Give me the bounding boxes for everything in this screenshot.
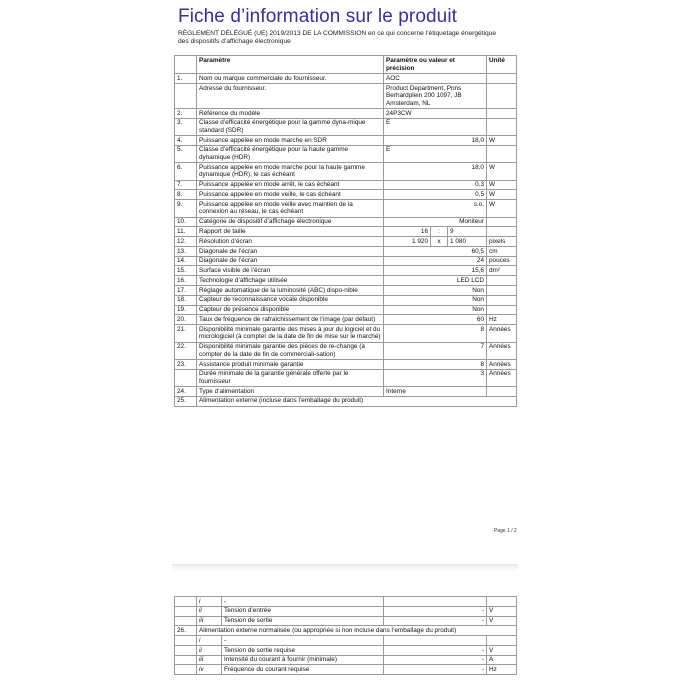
table-row <box>175 145 517 162</box>
sub-label: Tension de sortie requise <box>224 646 296 654</box>
row-parameter <box>197 606 384 616</box>
sub-row <box>197 607 383 616</box>
row-unit: V <box>487 616 517 626</box>
row-parameter: Disponibilité minimale garantie des pièces de re-change (à compter de la date de fin de commerciali-sation) <box>197 342 384 359</box>
row-number: 5. <box>175 145 197 162</box>
row-parameter: Classe d’efficacité énergétique pour la haute gamme dynamique (HDR) <box>197 145 384 162</box>
table-row <box>175 645 517 655</box>
row-parameter: Puissance appelée en mode arrêt, le cas échéant <box>197 180 384 190</box>
table-row <box>175 665 517 675</box>
row-parameter: Diagonale de l’écran <box>197 246 384 256</box>
row-number: 18. <box>175 295 197 305</box>
row-unit: V <box>487 606 517 616</box>
document-subtitle: RÈGLEMENT DÉLÉGUÉ (UE) 2019/2013 DE LA COMMISSION en ce qui concerne l’étiquetage énergétique des dispositifs d’affichage électronique <box>178 30 496 46</box>
row-unit: Hz <box>487 665 517 675</box>
sub-row <box>197 636 383 645</box>
table-row <box>175 342 517 359</box>
table-row <box>175 655 517 665</box>
sub-label: Intensité du courant à fournir (minimale) <box>224 656 337 664</box>
row-number <box>175 369 197 386</box>
row-number: 3. <box>175 118 197 135</box>
row-parameter: Résolution d’écran <box>197 237 384 247</box>
row-number <box>175 665 197 675</box>
row-unit: W <box>487 200 517 217</box>
row-parameter: Alimentation externe (incluse dans l’emballage du produit) <box>197 396 517 406</box>
row-unit: pouces <box>487 256 517 266</box>
row-unit: Années <box>487 325 517 342</box>
table-row <box>175 626 517 636</box>
row-parameter <box>197 665 384 675</box>
row-value <box>384 227 487 237</box>
row-parameter: Classe d’efficacité énergétique pour la gamme dyna-mique standard (SDR) <box>197 118 384 135</box>
row-value: Non <box>384 295 487 305</box>
row-value: Non <box>384 286 487 296</box>
header-unit: Unité <box>487 56 517 74</box>
row-value: AOC <box>384 74 487 84</box>
row-number <box>175 83 197 108</box>
sub-index: ii <box>197 607 222 616</box>
row-number: 22. <box>175 342 197 359</box>
value-b: 9 <box>450 227 454 235</box>
row-number: 7. <box>175 180 197 190</box>
row-number: 23. <box>175 359 197 369</box>
sub-label: Fréquence du courant requise <box>224 666 310 674</box>
sub-label: - <box>224 636 227 644</box>
table-row <box>175 305 517 315</box>
row-unit: Années <box>487 359 517 369</box>
row-value: 7 <box>384 342 487 359</box>
sub-index: i <box>197 597 222 606</box>
row-value: 0,3 <box>384 180 487 190</box>
row-value: E <box>384 118 487 135</box>
row-number <box>175 636 197 646</box>
row-number: 14. <box>175 256 197 266</box>
row-value: Product Department, Prins Berhardplein 200 1097, JB Amsterdam, NL <box>384 83 487 108</box>
value-a: 1 920 <box>384 237 431 246</box>
row-parameter: Capteur de présence disponible <box>197 305 384 315</box>
row-number: 16. <box>175 276 197 286</box>
table-row <box>175 286 517 296</box>
row-parameter: Rapport de taille <box>197 227 384 237</box>
sub-label: Tension d’entrée <box>224 607 271 615</box>
sub-index: i <box>197 636 222 645</box>
row-unit <box>487 286 517 296</box>
row-value: s.o. <box>384 200 487 217</box>
table-header-row <box>175 56 517 74</box>
row-value: 8 <box>384 359 487 369</box>
row-parameter: Nom ou marque commerciale du fournisseur. <box>197 74 384 84</box>
row-number: 19. <box>175 305 197 315</box>
row-value: - <box>384 665 487 675</box>
value-separator: : <box>431 227 448 236</box>
table-row <box>175 237 517 247</box>
row-number: 12. <box>175 237 197 247</box>
sub-index: iii <box>197 617 222 626</box>
row-unit <box>487 295 517 305</box>
table-row <box>175 616 517 626</box>
row-parameter: Puissance appelée en mode marche pour la haute gamme dynamique (HDR), le cas échéant <box>197 163 384 180</box>
row-value: Interne <box>384 387 487 397</box>
row-value: - <box>384 616 487 626</box>
row-unit: W <box>487 163 517 180</box>
row-value: 60 <box>384 315 487 325</box>
row-value <box>384 237 487 247</box>
product-info-table-page2 <box>174 596 517 675</box>
sub-index: iii <box>197 656 222 665</box>
sub-row <box>197 646 383 655</box>
row-number: 26. <box>175 626 197 636</box>
row-value: 8 <box>384 325 487 342</box>
row-parameter: Réglage automatique de la luminosité (ABC) dispo-nible <box>197 286 384 296</box>
row-number: 20. <box>175 315 197 325</box>
value-separator: x <box>431 237 448 246</box>
table-row <box>175 387 517 397</box>
table-row <box>175 266 517 276</box>
row-unit: W <box>487 136 517 146</box>
row-number: 6. <box>175 163 197 180</box>
table-row <box>175 636 517 646</box>
document-title: Fiche d’information sur le produit <box>178 6 458 27</box>
row-parameter <box>197 597 384 607</box>
sub-row <box>197 617 383 626</box>
row-number <box>175 645 197 655</box>
row-unit <box>487 118 517 135</box>
row-parameter: Technologie d’affichage utilisée <box>197 276 384 286</box>
sub-label: Tension de sortie <box>224 617 273 625</box>
row-value: Non <box>384 305 487 315</box>
table-row <box>175 136 517 146</box>
header-number <box>175 56 197 74</box>
row-unit: W <box>487 190 517 200</box>
row-unit <box>487 108 517 118</box>
sub-row <box>197 597 383 606</box>
row-value: 15,6 <box>384 266 487 276</box>
table-row <box>175 83 517 108</box>
table-row <box>175 325 517 342</box>
row-unit: V <box>487 645 517 655</box>
row-unit: W <box>487 180 517 190</box>
row-value: - <box>384 645 487 655</box>
table-row <box>175 369 517 386</box>
row-parameter <box>197 655 384 665</box>
row-number: 4. <box>175 136 197 146</box>
split-value <box>384 237 486 246</box>
row-number: 24. <box>175 387 197 397</box>
value-b: 1 080 <box>450 237 466 245</box>
row-parameter: Puissance appelée en mode marche en SDR <box>197 136 384 146</box>
row-parameter <box>197 645 384 655</box>
row-unit: Hz <box>487 315 517 325</box>
table-row <box>175 359 517 369</box>
row-value: 18,0 <box>384 136 487 146</box>
row-unit <box>487 227 517 237</box>
row-number: 13. <box>175 246 197 256</box>
table-row <box>175 74 517 84</box>
row-value: - <box>384 655 487 665</box>
row-value <box>384 597 487 607</box>
split-value <box>384 227 486 236</box>
row-number: 1. <box>175 74 197 84</box>
table-row <box>175 315 517 325</box>
row-number <box>175 606 197 616</box>
row-value <box>384 636 487 646</box>
page-number: Page 1 / 2 <box>494 528 517 534</box>
row-parameter <box>197 616 384 626</box>
value-a: 16 <box>384 227 431 236</box>
row-parameter: Catégorie de dispositif d’affichage électronique <box>197 217 384 227</box>
table-row <box>175 190 517 200</box>
row-number: 25. <box>175 396 197 406</box>
row-unit: Années <box>487 369 517 386</box>
row-parameter: Durée minimale de la garantie générale offerte par le fournisseur <box>197 369 384 386</box>
table-row <box>175 396 517 406</box>
row-unit <box>487 217 517 227</box>
row-number: 9. <box>175 200 197 217</box>
row-value: 18,0 <box>384 163 487 180</box>
row-value: 60,5 <box>384 246 487 256</box>
header-parameter: Paramètre <box>197 56 384 74</box>
table-row <box>175 276 517 286</box>
sub-row <box>197 656 383 665</box>
table-row <box>175 217 517 227</box>
row-number <box>175 655 197 665</box>
row-parameter: Diagonale de l’écran <box>197 256 384 266</box>
row-parameter: Surface visible de l’écran <box>197 266 384 276</box>
row-unit <box>487 636 517 646</box>
sub-row <box>197 665 383 674</box>
row-parameter: Adresse du fournisseur. <box>197 83 384 108</box>
row-value: 3 <box>384 369 487 386</box>
row-unit <box>487 305 517 315</box>
row-parameter: Référence du modèle <box>197 108 384 118</box>
row-number: 2. <box>175 108 197 118</box>
row-parameter: Taux de fréquence de rafraîchissement de l’image (par défaut) <box>197 315 384 325</box>
table-row <box>175 163 517 180</box>
sub-index: iv <box>197 665 222 674</box>
table-row <box>175 227 517 237</box>
row-parameter: Assistance produit minimale garantie <box>197 359 384 369</box>
row-number <box>175 597 197 607</box>
row-unit <box>487 387 517 397</box>
table-row <box>175 597 517 607</box>
page-separator <box>172 564 518 572</box>
row-unit: A <box>487 655 517 665</box>
row-value: - <box>384 606 487 616</box>
row-value: 0,5 <box>384 190 487 200</box>
row-unit <box>487 83 517 108</box>
sub-label: - <box>224 597 227 605</box>
sub-index: ii <box>197 646 222 655</box>
table-row <box>175 200 517 217</box>
table-row <box>175 118 517 135</box>
product-info-table <box>174 55 517 407</box>
table-row <box>175 295 517 305</box>
header-value: Paramètre ou valeur et précision <box>384 56 487 74</box>
row-number: 10. <box>175 217 197 227</box>
row-unit <box>487 276 517 286</box>
row-number <box>175 616 197 626</box>
row-value: 24P3CW <box>384 108 487 118</box>
row-unit <box>487 597 517 607</box>
table-row <box>175 256 517 266</box>
row-unit <box>487 74 517 84</box>
row-parameter: Puissance appelée en mode veille, le cas échéant <box>197 190 384 200</box>
table-row <box>175 606 517 616</box>
row-number: 15. <box>175 266 197 276</box>
row-parameter: Disponibilité minimale garantie des mises à jour du logiciel et du micrologiciel (à compter de la date de fin de mise sur le marché) <box>197 325 384 342</box>
row-unit: pixels <box>487 237 517 247</box>
row-number: 21. <box>175 325 197 342</box>
table-row <box>175 246 517 256</box>
row-value: E <box>384 145 487 162</box>
row-parameter: Puissance appelée en mode veille avec maintien de la connexion au réseau, le cas échéant <box>197 200 384 217</box>
row-value: Moniteur <box>384 217 487 227</box>
row-parameter: Capteur de reconnaissance vocale disponible <box>197 295 384 305</box>
row-number: 11. <box>175 227 197 237</box>
table-row <box>175 108 517 118</box>
row-parameter <box>197 636 384 646</box>
row-parameter: Alimentation externe normalisée (ou appropriée si non incluse dans l’emballage du produit) <box>197 626 517 636</box>
row-number: 8. <box>175 190 197 200</box>
row-unit <box>487 145 517 162</box>
table-row <box>175 180 517 190</box>
row-unit: dm² <box>487 266 517 276</box>
row-value: 24 <box>384 256 487 266</box>
row-number: 17. <box>175 286 197 296</box>
row-value: LED LCD <box>384 276 487 286</box>
row-unit: Années <box>487 342 517 359</box>
row-parameter: Type d’alimentation <box>197 387 384 397</box>
row-unit: cm <box>487 246 517 256</box>
